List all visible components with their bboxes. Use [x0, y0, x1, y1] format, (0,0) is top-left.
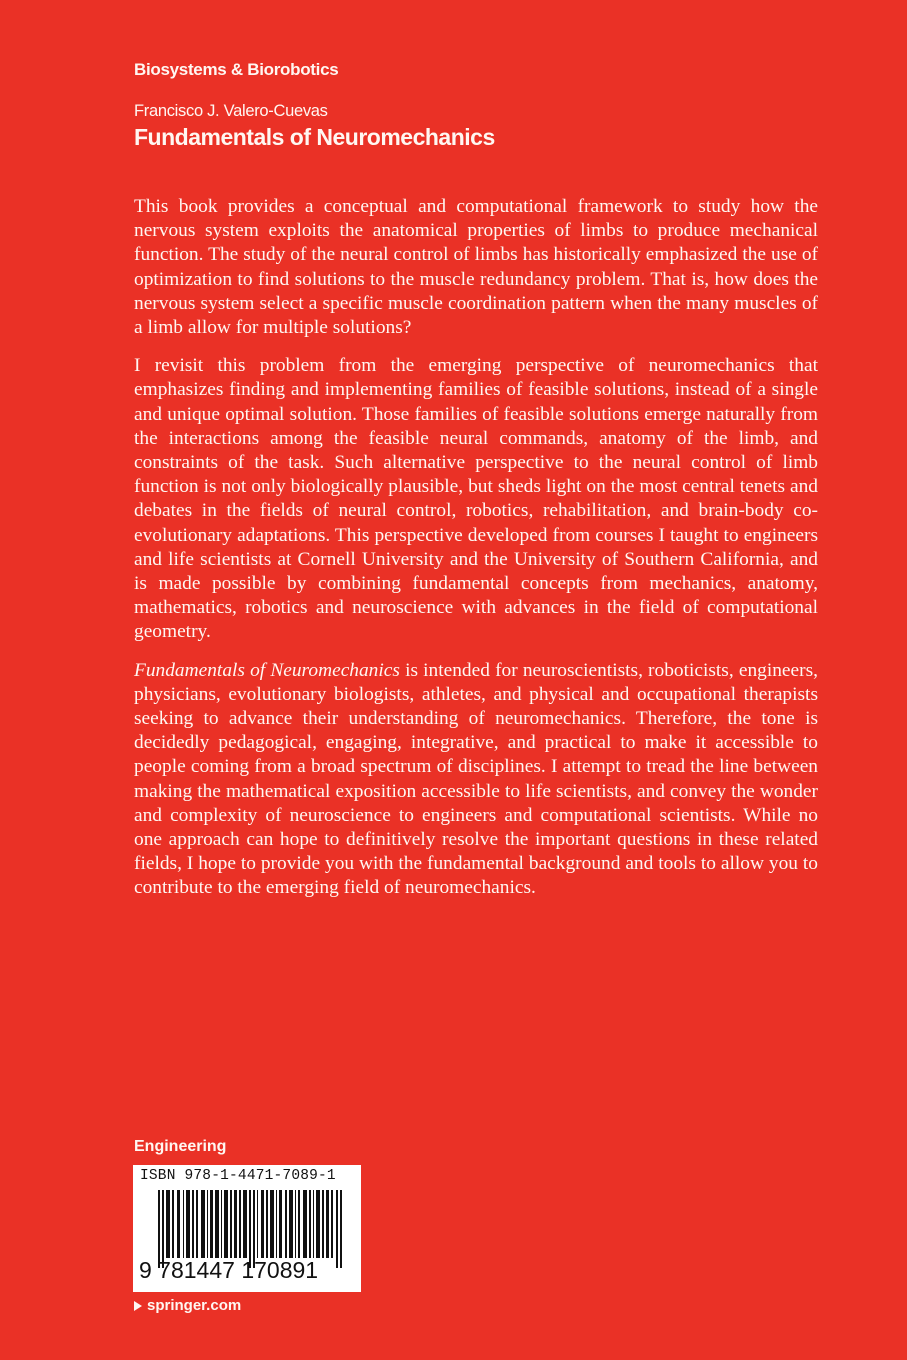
website-label[interactable]: springer.com: [147, 1297, 242, 1314]
barcode-digits: 9 781447 170891: [139, 1257, 319, 1283]
triangle-right-icon: [134, 1301, 142, 1311]
isbn-label: ISBN 978-1-4471-7089-1: [140, 1168, 336, 1184]
author-name: Francisco J. Valero-Cuevas: [134, 102, 328, 120]
book-title-italic: Fundamentals of Neuromechanics: [134, 659, 400, 681]
series-name: Biosystems & Biorobotics: [134, 60, 339, 79]
blurb-paragraph-2: I revisit this problem from the emerging perspective of neuromechanics that emphasizes finding and implementing families of feasible solutions, instead of a single and unique optimal solution. Those families of feasible solutions emerge naturally from the interactions among the feasible neural commands, anatomy of the limb, and constraints of the task. Such alternative perspective to the neural control of limb function is not only biologically plausible, but sheds light on the most central tenets and debates in the fields of neural control, robotics, rehabilitation, and brain-body co-evolutionary adaptations. This perspective developed from courses I taught to engineers and life scientists at Cornell University and the University of Southern California, and is made possible by combining fundamental concepts from mechanics, anatomy, mathematics, robotics and neuroscience with advances in the field of computational geometry.: [134, 355, 818, 643]
blurb: [134, 195, 818, 915]
publisher-website[interactable]: [134, 1297, 241, 1314]
blurb-paragraph-1: This book provides a conceptual and computational framework to study how the nervous system exploits the anatomical properties of limbs to produce mechanical function. The study of the neural control of limbs has historically emphasized the use of optimization to find solutions to the muscle redundancy problem. That is, how does the nervous system select a specific muscle coordination pattern when the many muscles of a limb allow for multiple solutions?: [134, 196, 818, 339]
blurb-paragraph-3-text: is intended for neuroscientists, roboticists, engineers, physicians, evolutionary biologists, athletes, and physical and occupational therapists seeking to advance their understanding of neuromechanics. Therefore, the tone is decidedly pedagogical, engaging, integrative, and practical to make it accessible to people coming from a broad spectrum of disciplines. I attempt to tread the line between making the mathematical exposition accessible to life scientists, and convey the wonder and complexity of neuroscience to engineers and computational scientists. While no one approach can hope to definitively resolve the important questions in these related fields, I hope to provide you with the fundamental background and tools to allow you to contribute to the emerging field of neuromechanics.: [134, 659, 818, 899]
subject-category: Engineering: [134, 1138, 227, 1155]
book-title: Fundamentals of Neuromechanics: [134, 124, 495, 150]
blurb-paragraph-3: [134, 659, 818, 901]
isbn-barcode: [133, 1165, 361, 1292]
